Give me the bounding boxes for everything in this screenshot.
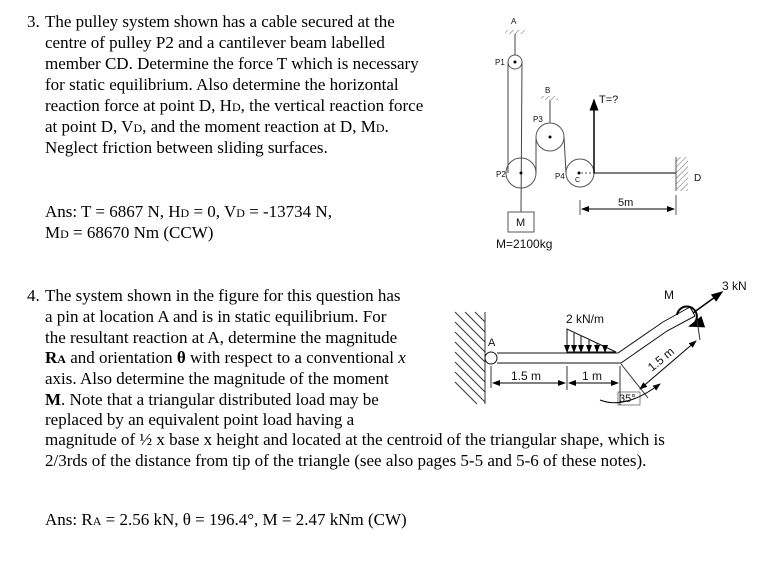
wall-hatch xyxy=(455,312,485,404)
mass-label: M=2100kg xyxy=(496,237,553,251)
p4-label: P4 xyxy=(555,172,565,181)
text-segment: 2/3rds of the distance from tip of the triangle (see also pages 5-5 and 5-6 of these notes). xyxy=(45,451,647,470)
p1-label: P1 xyxy=(495,58,505,67)
support-b-label: B xyxy=(545,86,551,95)
text-segment: Ans: T = 6867 N, H xyxy=(45,202,181,221)
moment-label: M xyxy=(664,288,674,302)
angle-label: 35° xyxy=(619,393,636,405)
text-segment: centre of pulley P2 and a cantilever beam labelled xyxy=(45,33,385,52)
text-segment: . Note that a triangular distributed load may be xyxy=(61,390,379,409)
subscript: D xyxy=(133,121,143,135)
q4-number: 4. xyxy=(27,286,40,305)
q3-number: 3. xyxy=(27,12,40,31)
text-segment: M xyxy=(45,223,61,242)
pin-a-label: A xyxy=(488,337,496,349)
d-label: D xyxy=(694,173,702,184)
text-segment: the resultant reaction at A, determine the magnitude xyxy=(45,328,398,347)
force-label: 3 kN xyxy=(722,279,747,293)
text-segment: magnitude of ½ x base x height and located at the centroid of the triangular shape, which is xyxy=(45,430,665,449)
text-segment: = 2.56 kN, θ = 196.4°, M = 2.47 kNm (CW) xyxy=(101,510,407,529)
c-label: C xyxy=(575,177,581,184)
support-a-hatch xyxy=(505,30,525,34)
text-segment: with respect to a conventional xyxy=(185,348,399,367)
load-label: 2 kN/m xyxy=(566,312,605,326)
text-segment: reaction force at point D, H xyxy=(45,96,232,115)
tension-label: T=? xyxy=(599,94,619,106)
mass-box-label: M xyxy=(516,217,526,229)
text-segment: M xyxy=(45,390,62,409)
subscript: A xyxy=(92,514,102,528)
text-segment: = 68670 Nm (CCW) xyxy=(68,223,214,242)
text-segment: Ans: R xyxy=(45,510,93,529)
text-segment: member CD. Determine the force T which is necessary xyxy=(45,54,419,73)
text-segment: = -13734 N, xyxy=(244,202,332,221)
dim-3-label: 1.5 m xyxy=(644,344,677,375)
subscript: D xyxy=(236,206,245,220)
text-segment: = 0, V xyxy=(189,202,237,221)
text-segment: x xyxy=(398,348,406,367)
text-segment: a pin at location A and is in static equilibrium. For xyxy=(45,307,387,326)
subscript: A xyxy=(57,352,66,366)
subscript: D xyxy=(60,227,69,241)
support-a-label: A xyxy=(511,17,517,26)
text-segment: axis. Also determine the magnitude of the moment xyxy=(45,369,389,388)
pin-a xyxy=(485,352,497,364)
force-arrow xyxy=(693,292,722,313)
subscript: D xyxy=(375,121,385,135)
text-segment: R xyxy=(45,348,58,367)
text-segment: at point D, V xyxy=(45,117,134,136)
dimension-label: 5m xyxy=(618,197,634,209)
text-segment: . xyxy=(384,117,389,136)
dim-1-label: 1.5 m xyxy=(511,369,542,383)
wall-d xyxy=(676,157,688,191)
text-segment: and orientation xyxy=(65,348,177,367)
subscript: D xyxy=(180,206,190,220)
text-segment: Neglect friction between sliding surfaces. xyxy=(45,138,328,157)
p3-label: P3 xyxy=(533,115,543,124)
text-segment: for static equilibrium. Also determine the horizontal xyxy=(45,75,399,94)
subscript: D xyxy=(231,100,241,114)
dim-2-label: 1 m xyxy=(582,369,603,383)
text-segment: , the vertical reaction force xyxy=(240,96,424,115)
pulley-figure xyxy=(495,17,701,251)
text-segment: θ xyxy=(176,348,186,367)
text-segment: The pulley system shown has a cable secured at the xyxy=(45,12,395,31)
p2-label: P2 xyxy=(496,170,506,179)
load-arrows xyxy=(567,330,605,352)
text-segment: replaced by an equivalent point load having a xyxy=(45,410,355,429)
text-segment: , and the moment reaction at D, M xyxy=(142,117,376,136)
text-segment: The system shown in the figure for this question has xyxy=(45,286,401,305)
beam-figure xyxy=(455,279,747,405)
